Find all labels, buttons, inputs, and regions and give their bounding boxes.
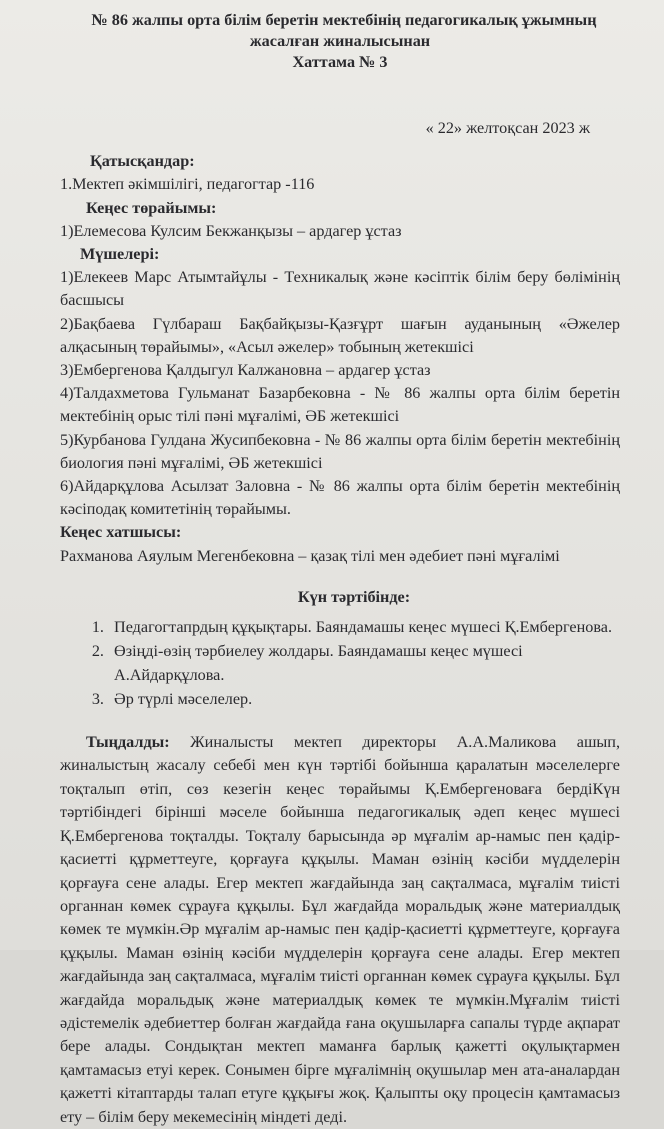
chair-title: Кеңес төрайымы: — [86, 198, 217, 217]
participants-text: 1.Мектеп әкімшілігі, педагогтар -116 — [60, 175, 315, 194]
members-title: Мүшелері: — [80, 245, 160, 264]
header-line-2: жасалған жиналысынан — [249, 32, 431, 50]
agenda-item: 3. Әр түрлі мәселелер. — [108, 687, 620, 711]
participants-title: Қатысқандар: — [90, 152, 195, 171]
agenda-title: Күн тәртібінде: — [297, 587, 411, 606]
protocol-number: Хаттама № 3 — [292, 53, 388, 71]
member-item: 5)Курбанова Гулдана Жусипбековна - № 86 жалпы орта білім беретін мектебінің биология пәні мұғалімі, ӘБ жетекшісі — [60, 430, 620, 472]
listened-text: Жиналысты мектеп директоры А.А.Маликова ашып, жиналыстың жасалу себебі мен күн тәртібі бойынша қаралатын мәселелерге тоқталып өтіп, сөз кезегін кеңес төрайымы Қ.Ембергеноваға бердіКүн тәртібіндегі бірінші мәселе бойынша педагогикалық әдеп кеңес мүшесі Қ.Ембергенова тоқталды. Тоқталу барысында әр мұғалім ар-намыс пен қадір-қасиетті құрметтеуге, қорғауға құқылы. Маман өзінің кәсіби мүдделерін қорғауға сене алады. Егер мектеп жағдайында заң сақталмаса, мұғалім тиісті органнан көмек сұрауға құқылы. Бұл жағдайда моральдық және материалдық көмек те мүмкін.Әр мұғалім ар-намыс пен қадір-қасиетті құрметтеуге, қорғауға құқылы. Маман өзінің кәсіби мүдделерін қорғауға сене алады. Егер мектеп жағдайында заң сақталмаса, мұғалім тиісті органнан көмек сұрауға құқылы. Бұл жағдайда моральдық және материалдық көмек те мүмкін.Мұғалім тиісті әдістемелік әдебиеттер болған жағдайда ғана оқушыларға сапалы түрде ақпарат бере алады. Сондықтан мектеп маманға барлық қажетті оқулықтармен қамтамасыз етуі керек. Сонымен бірге мұғалімнің оқушылар мен ата-аналардан қажетті кітаптарды талап етуге құқығы жоқ. Қалыпты оқу процесін қамтамасыз ету – білім беру мекемесінің міндеті деді. — [60, 733, 620, 1126]
member-item: 2)Бақбаева Гүлбараш Бақбайқызы-Қазғұрт шағын ауданының «Әжелер алқасының төрайымы», «Асыл әжелер» тобының жетекшісі — [60, 314, 620, 356]
member-item: 3)Ембергенова Қалдыгул Калжановна – ардагер ұстаз — [60, 361, 431, 380]
agenda-list — [60, 615, 620, 711]
listened-paragraph — [60, 731, 620, 1129]
secretary-title: Кеңес хатшысы: — [60, 523, 182, 542]
member-item: 6)Айдарқұлова Асылзат Заловна - № 86 жалпы орта білім беретін мектебінің кәсіподақ комитетінің төрайымы. — [60, 477, 620, 519]
member-item: 4)Талдахметова Гульманат Базарбековна - № 86 жалпы орта білім беретін мектебінің орыс тілі пәні мұғалімі, ӘБ жетекшісі — [60, 384, 620, 426]
member-item: 1)Елекеев Марс Атымтайұлы - Техникалық және кәсіптік білім беру бөлімінің басшысы — [60, 268, 620, 310]
listened-label: Тыңдалды: — [86, 733, 170, 752]
agenda-item: 1. Педагогтапрдың құқықтары. Баяндамашы кеңес мүшесі Қ.Ембергенова. — [108, 615, 620, 639]
header-line-1: № 86 жалпы орта білім беретін мектебінің педагогикалық ұжымның — [91, 11, 597, 29]
secretary-name: Рахманова Аяулым Мегенбековна – қазақ тілі мен әдебиет пәні мұғалімі — [60, 546, 560, 565]
chair-name: 1)Елемесова Кулсим Бекжанқызы – ардагер ұстаз — [60, 221, 402, 240]
agenda-item: 2. Өзіңді-өзің тәрбиелеу жолдары. Баяндамашы кеңес мүшесі А.Айдарқұлова. — [108, 639, 620, 687]
meeting-date: « 22» желтоқсан 2023 ж — [425, 119, 590, 137]
